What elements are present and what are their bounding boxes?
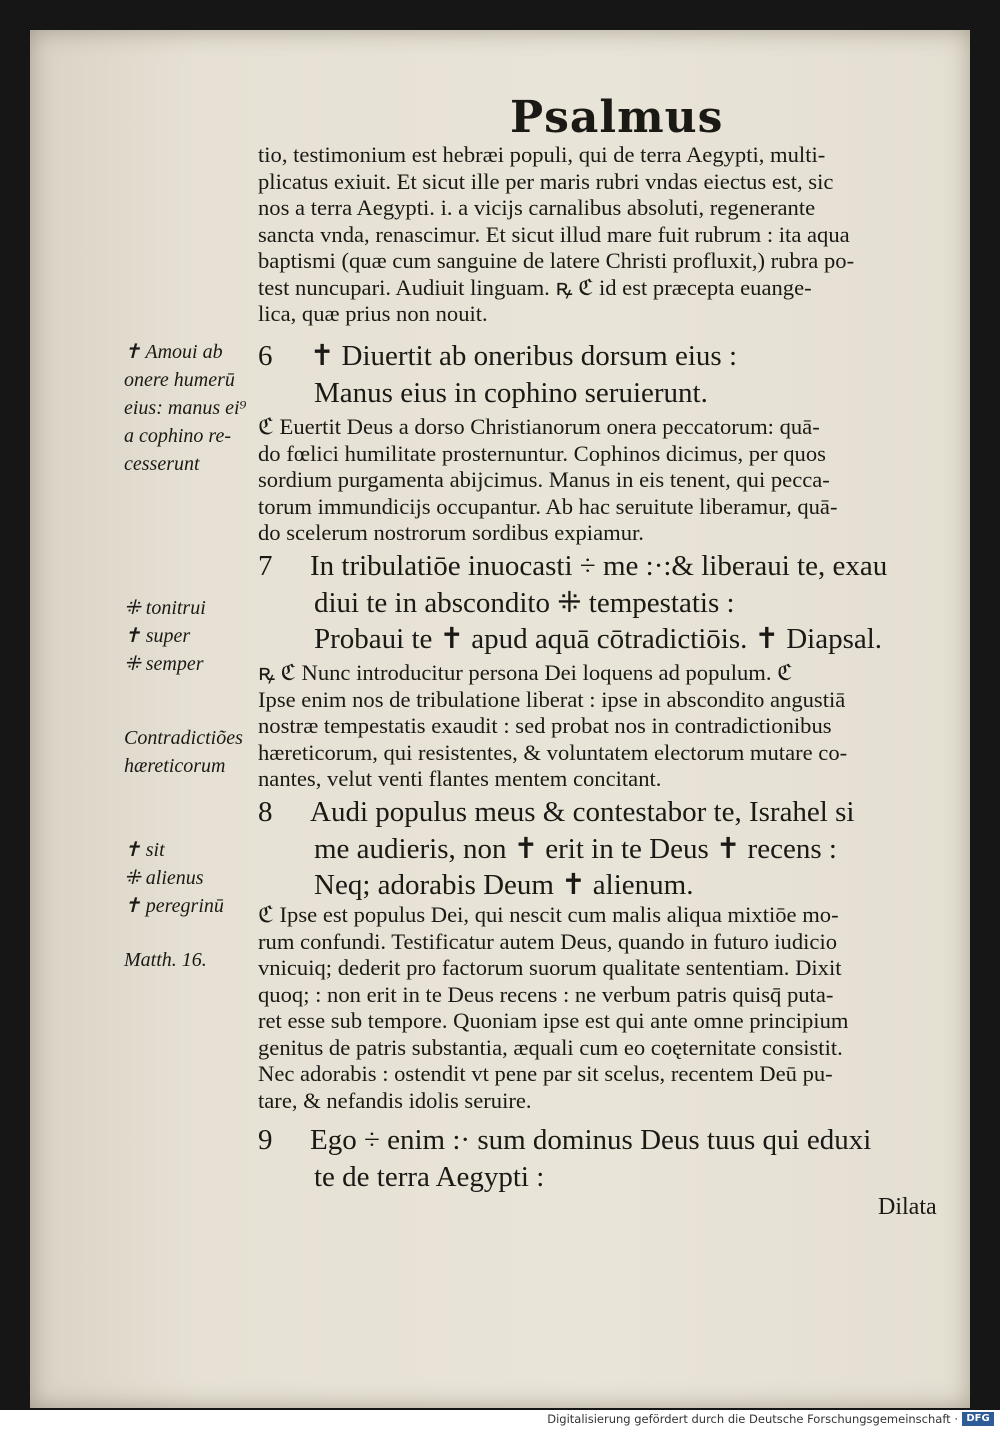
verse-line: In tribulatiōe inuocasti ÷ me :·:& liberaui te, exau <box>310 550 888 582</box>
margin-note-group-2 <box>124 594 206 678</box>
margin-note: ⁜ alienus <box>124 867 204 889</box>
verse-line: me audieris, non ✝ erit in te Deus ✝ recens : <box>314 832 837 865</box>
verse-6 <box>258 338 954 411</box>
margin-note-reference: Matth. 16. <box>124 949 207 971</box>
text-line: nostræ tempestatis exaudit : sed probat nos in contradictionibus <box>258 713 832 738</box>
commentary-verse-6 <box>258 414 954 547</box>
text-line: hæreticorum, qui resistentes, & voluntatem electorum mutare co- <box>258 739 848 765</box>
text-line: ꝶ ℭ Nunc introducitur persona Dei loquens ad populum. ℭ <box>258 660 793 685</box>
text-line: vnicuiq; dederit pro factorum suorum qualitate sententiam. Dixit <box>258 955 842 980</box>
margin-note-group-1 <box>124 338 247 478</box>
text-line: plicatus exiuit. Et sicut ille per maris rubri vndas eiectus est, sic <box>258 168 834 194</box>
dfg-logo-icon: DFG <box>962 1412 994 1426</box>
margin-note: cesserunt <box>124 453 200 475</box>
text-line: tio, testimonium est hebræi populi, qui de terra Aegypti, multi- <box>258 142 826 167</box>
margin-note: ✝ Amoui ab <box>124 341 223 363</box>
text-line: Ipse enim nos de tribulatione liberat : ipse in abscondito angustiā <box>258 686 846 712</box>
verse-line: Manus eius in cophino seruierunt. <box>314 376 708 409</box>
margin-note-group-4 <box>124 836 224 920</box>
verse-line: Probaui te ✝ apud aquā cōtradictiōis. ✝ Diapsal. <box>314 623 883 655</box>
verse-9 <box>258 1122 954 1195</box>
text-line: quoq; : non erit in te Deus recens : ne verbum patris quisq̄ puta- <box>258 981 834 1007</box>
verse-line: ✝ Diuertit ab oneribus dorsum eius : <box>310 340 738 372</box>
margin-note: ✝ peregrinū <box>124 895 224 917</box>
margin-note-group-3 <box>124 724 243 780</box>
margin-note: hæreticorum <box>124 755 226 777</box>
text-line: Nec adorabis : ostendit vt pene par sit scelus, recentem Deū pu- <box>258 1061 833 1086</box>
text-line: baptismi (quæ cum sanguine de latere Christi profluxit,) rubra po- <box>258 248 855 273</box>
text-line: ret esse sub tempore. Quoniam ipse est qui ante omne principium <box>258 1008 849 1033</box>
verse-number: 9 <box>258 1124 273 1156</box>
text-line: sancta vnda, renascimur. Et sicut illud mare fuit rubrum : ita aqua <box>258 221 850 247</box>
verse-line: te de terra Aegypti : <box>314 1160 545 1193</box>
margin-note: eius: manus ei⁹ <box>124 397 247 419</box>
text-line: do fœlici humilitate prosternuntur. Cophinos dicimus, per quos <box>258 440 826 466</box>
verse-number: 8 <box>258 796 273 828</box>
verse-number: 6 <box>258 340 273 372</box>
verse-line: Ego ÷ enim :· sum dominus Deus tuus qui eduxi <box>310 1124 872 1156</box>
text-line: rum confundi. Testificatur autem Deus, quando in futuro iudicio <box>258 928 838 954</box>
margin-note: ⁜ tonitrui <box>124 597 206 619</box>
margin-note: ⁜ semper <box>124 653 204 675</box>
text-line: genitus de patris substantia, æquali cum eo coęternitate consistit. <box>258 1034 843 1060</box>
commentary-block-opening <box>258 142 954 328</box>
text-line: sordium purgamenta abijcimus. Manus in eis tenent, qui pecca- <box>258 467 830 492</box>
margin-note: ✝ sit <box>124 839 165 861</box>
text-line: ℭ Euertit Deus a dorso Christianorum onera peccatorum: quā- <box>258 414 820 439</box>
margin-note: onere humerū <box>124 369 235 391</box>
text-line: nos a terra Aegypti. i. a vicijs carnalibus absoluti, regenerante <box>258 195 816 220</box>
catchword: Dilata <box>878 1194 937 1220</box>
margin-note: a cophino re- <box>124 425 232 447</box>
running-head: Psalmus <box>510 92 724 143</box>
text-line: nantes, velut venti flantes mentem concitant. <box>258 766 662 791</box>
text-line: do scelerum nostrorum sordibus expiamur. <box>258 520 644 545</box>
verse-number: 7 <box>258 550 273 582</box>
margin-note: ✝ super <box>124 625 191 647</box>
verse-line: Audi populus meus & contestabor te, Israhel si <box>310 796 855 828</box>
text-line: lica, quæ prius non nouit. <box>258 301 488 326</box>
verse-line: Neq; adorabis Deum ✝ alienum. <box>314 869 694 901</box>
text-line: tare, & nefandis idolis seruire. <box>258 1087 532 1113</box>
text-line: test nuncupari. Audiuit linguam. ꝶ ℭ id est præcepta euange- <box>258 274 812 300</box>
text-line: ℭ Ipse est populus Dei, qui nescit cum malis aliqua mixtiōe mo- <box>258 902 839 927</box>
verse-7 <box>258 548 954 658</box>
text-line: torum immundicijs occupantur. Ab hac seruitute liberamur, quā- <box>258 493 838 519</box>
verse-8 <box>258 794 954 904</box>
verse-line: diui te in abscondito ⁜ tempestatis : <box>314 586 735 619</box>
commentary-verse-8 <box>258 902 954 1114</box>
funding-credit: Digitalisierung gefördert durch die Deutsche Forschungsgemeinschaft · <box>547 1412 958 1426</box>
commentary-verse-7 <box>258 660 954 793</box>
margin-note: Contradictiões <box>124 727 243 749</box>
